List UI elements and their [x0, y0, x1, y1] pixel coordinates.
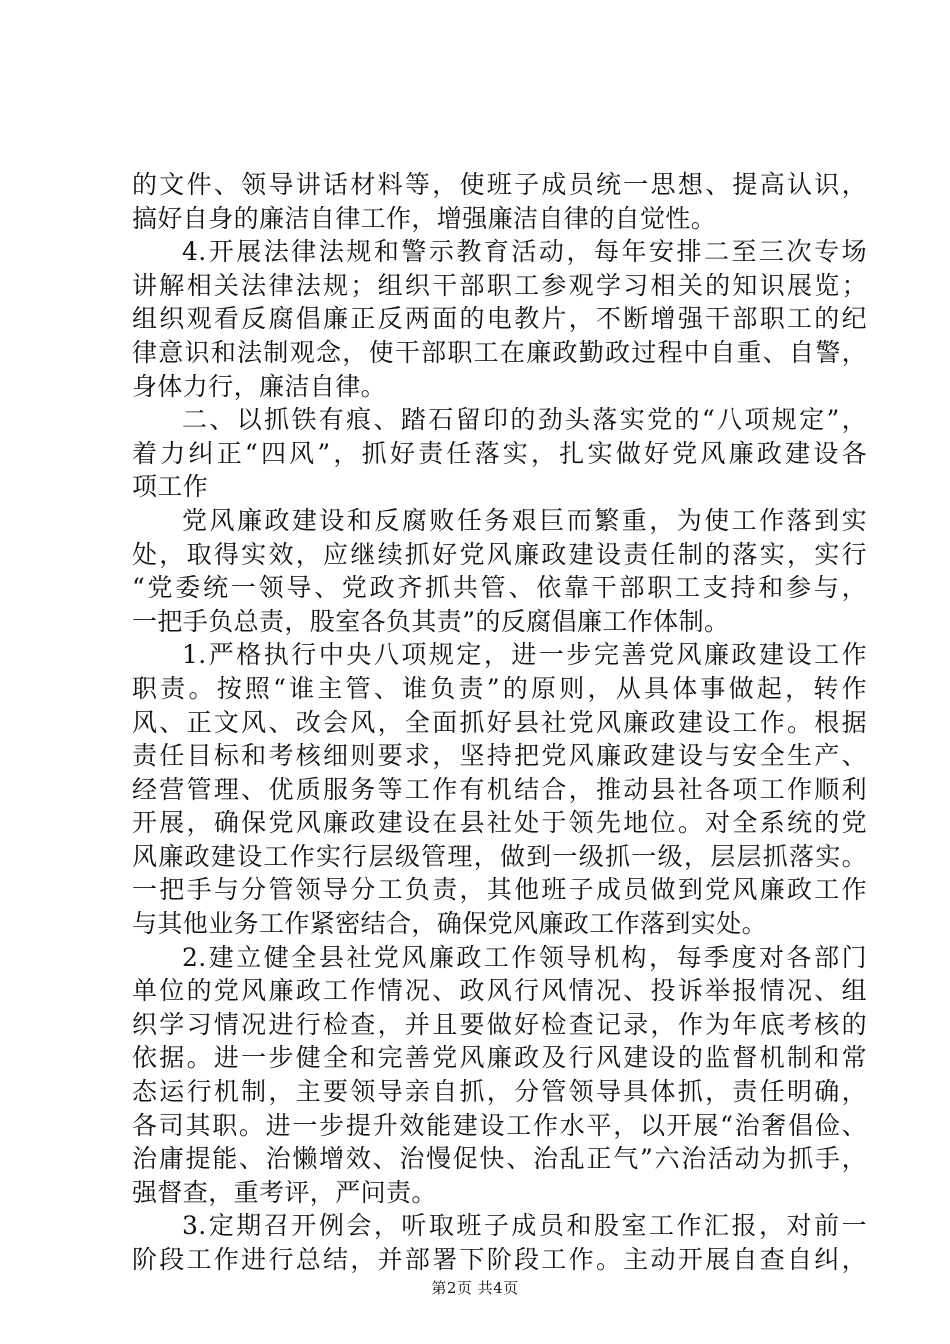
text-line: 2.建立健全县社党风廉政工作领导机构，每季度对各部门 — [182, 942, 867, 972]
text-line: 4.开展法律法规和警示教育活动，每年安排二至三次专场 — [182, 237, 867, 267]
text-line: 律意识和法制观念，使干部职工在廉政勤政过程中自重、自警， — [132, 337, 867, 367]
text-line: 身体力行，廉洁自律。 — [132, 371, 387, 401]
text-line: 风、正文风、改会风，全面抓好县社党风廉政建设工作。根据 — [132, 707, 867, 737]
text-line: 与其他业务工作紧密结合，确保党风廉政工作落到实处。 — [132, 909, 768, 939]
text-line: 态运行机制，主要领导亲自抓，分管领导具体抓，责任明确， — [132, 1077, 867, 1107]
text-line: 1.严格执行中央八项规定，进一步完善党风廉政建设工作 — [182, 640, 867, 670]
text-line: 二、以抓铁有痕、踏石留印的劲头落实党的“八项规定”， — [182, 405, 867, 435]
text-line: 项工作 — [132, 472, 209, 502]
text-line: 依据。进一步健全和完善党风廉政及行风建设的监督机制和常 — [132, 1043, 867, 1073]
text-line: 开展，确保党风廉政建设在县社处于领先地位。对全系统的党 — [132, 808, 867, 838]
text-line: 搞好自身的廉洁自律工作，增强廉洁自律的自觉性。 — [132, 203, 717, 233]
text-line: 职责。按照“谁主管、谁负责”的原则，从具体事做起，转作 — [132, 673, 867, 703]
document-body — [132, 168, 867, 1277]
text-line: 的文件、领导讲话材料等，使班子成员统一思想、提高认识， — [132, 170, 867, 199]
text-line: 3.定期召开例会，听取班子成员和股室工作汇报，对前一 — [182, 1211, 867, 1241]
text-line: 强督查，重考评，严问责。 — [132, 1177, 437, 1207]
text-line: 阶段工作进行总结，并部署下阶段工作。主动开展自查自纠， — [132, 1245, 867, 1274]
text-line: 讲解相关法律法规；组织干部职工参观学习相关的知识展览； — [132, 270, 867, 300]
text-line: 治庸提能、治懒增效、治慢促快、治乱正气”六治活动为抓手， — [132, 1144, 867, 1174]
text-line: 一把手与分管领导分工负责，其他班子成员做到党风廉政工作 — [132, 875, 867, 905]
text-line: 党风廉政建设和反腐败任务艰巨而繁重，为使工作落到实 — [182, 505, 867, 535]
page-number-footer: 第2页 共4页 — [431, 1279, 519, 1297]
text-line: 组织观看反腐倡廉正反两面的电教片，不断增强干部职工的纪 — [132, 304, 867, 334]
text-line: 着力纠正“四风”，抓好责任落实，扎实做好党风廉政建设各 — [132, 438, 867, 468]
text-line: 经营管理、优质服务等工作有机结合，推动县社各项工作顺利 — [132, 774, 867, 804]
text-line: 责任目标和考核细则要求，坚持把党风廉政建设与安全生产、 — [132, 741, 867, 771]
text-line: “党委统一领导、党政齐抓共管、依靠干部职工支持和参与， — [132, 573, 867, 603]
text-line: 一把手负总责，股室各负其责”的反腐倡廉工作体制。 — [132, 606, 730, 636]
text-line: 处，取得实效，应继续抓好党风廉政建设责任制的落实，实行 — [132, 539, 867, 569]
text-line: 风廉政建设工作实行层级管理，做到一级抓一级，层层抓落实。 — [132, 841, 867, 871]
text-line: 织学习情况进行检查，并且要做好检查记录，作为年底考核的 — [132, 1009, 867, 1039]
text-line: 单位的党风廉政工作情况、政风行风情况、投诉举报情况、组 — [132, 976, 867, 1006]
text-line: 各司其职。进一步提升效能建设工作水平，以开展“治奢倡俭、 — [132, 1110, 867, 1140]
